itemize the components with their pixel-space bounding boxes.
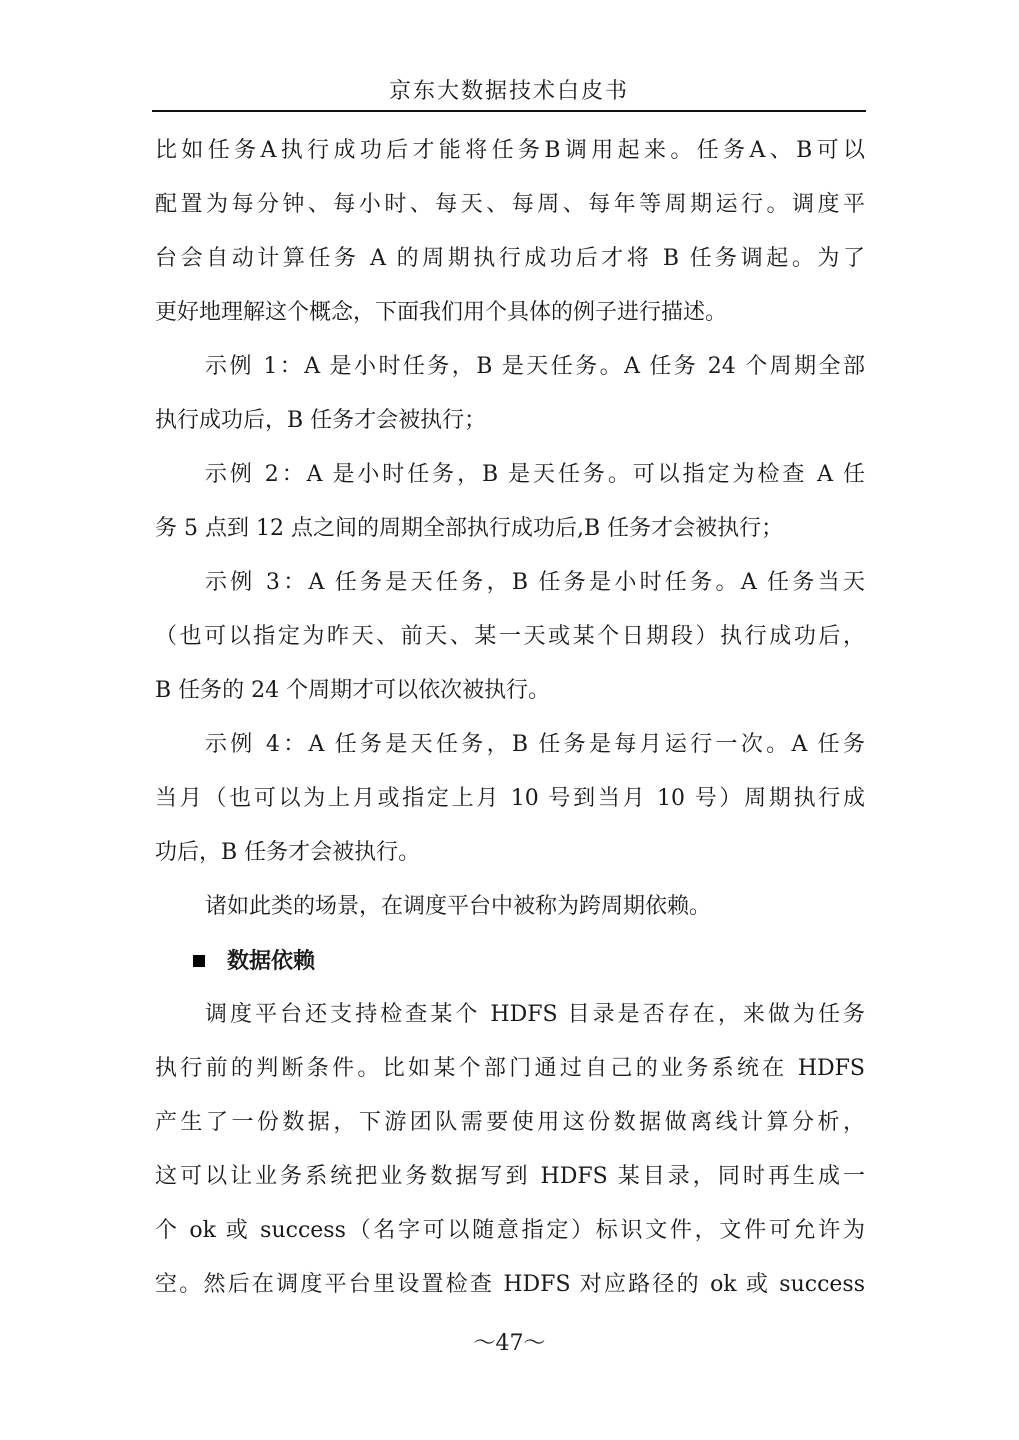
example-3-line: B 任务的 24 个周期才可以依次被执行。 (155, 678, 551, 703)
paragraph-line: 这可以让业务系统把业务数据写到 HDFS 某目录，同时再生成一 (155, 1164, 865, 1189)
paragraph-line: 空。然后在调度平台里设置检查 HDFS 对应路径的 ok 或 success (155, 1272, 865, 1297)
example-4-line: 示例 4：A 任务是天任务，B 任务是每月运行一次。A 任务 (205, 732, 865, 757)
section-title: 数据依赖 (227, 948, 316, 974)
square-bullet-icon (193, 955, 205, 967)
page-number: ～47～ (473, 1331, 546, 1356)
page-body (155, 124, 865, 1312)
paragraph-line: 调度平台还支持检查某个 HDFS 目录是否存在，来做为任务 (205, 1002, 865, 1027)
example-1-line: 执行成功后，B 任务才会被执行； (155, 408, 487, 433)
paragraph-line: 配置为每分钟、每小时、每天、每周、每年等周期运行。调度平 (155, 192, 865, 217)
example-2-line: 示例 2：A 是小时任务，B 是天任务。可以指定为检查 A 任 (205, 462, 865, 487)
paragraph-line: 更好地理解这个概念，下面我们用个具体的例子进行描述。 (155, 300, 728, 325)
running-header: 京东大数据技术白皮书 (388, 79, 629, 104)
example-4-line: 功后，B 任务才会被执行。 (155, 840, 421, 865)
paragraph-line: 产生了一份数据，下游团队需要使用这份数据做离线计算分析， (155, 1110, 865, 1135)
example-2-line: 务 5 点到 12 点之间的周期全部执行成功后,B 任务才会被执行； (155, 516, 784, 541)
summary-line: 诸如此类的场景，在调度平台中被称为跨周期依赖。 (205, 894, 712, 919)
example-1-line: 示例 1：A 是小时任务，B 是天任务。A 任务 24 个周期全部 (205, 354, 865, 379)
paragraph-line: 比如任务A执行成功后才能将任务B调用起来。任务A、B可以 (155, 138, 865, 163)
header-rule (152, 110, 866, 112)
example-4-line: 当月（也可以为上月或指定上月 10 号到当月 10 号）周期执行成 (155, 786, 865, 811)
paragraph-line: 台会自动计算任务 A 的周期执行成功后才将 B 任务调起。为了 (155, 246, 865, 271)
example-3-line: 示例 3：A 任务是天任务，B 任务是小时任务。A 任务当天 (205, 570, 865, 595)
paragraph-line: 个 ok 或 success（名字可以随意指定）标识文件，文件可允许为 (155, 1218, 865, 1243)
paragraph-line: 执行前的判断条件。比如某个部门通过自己的业务系统在 HDFS (155, 1056, 865, 1081)
example-3-line: （也可以指定为昨天、前天、某一天或某个日期段）执行成功后， (155, 624, 865, 649)
section-heading (155, 934, 865, 988)
